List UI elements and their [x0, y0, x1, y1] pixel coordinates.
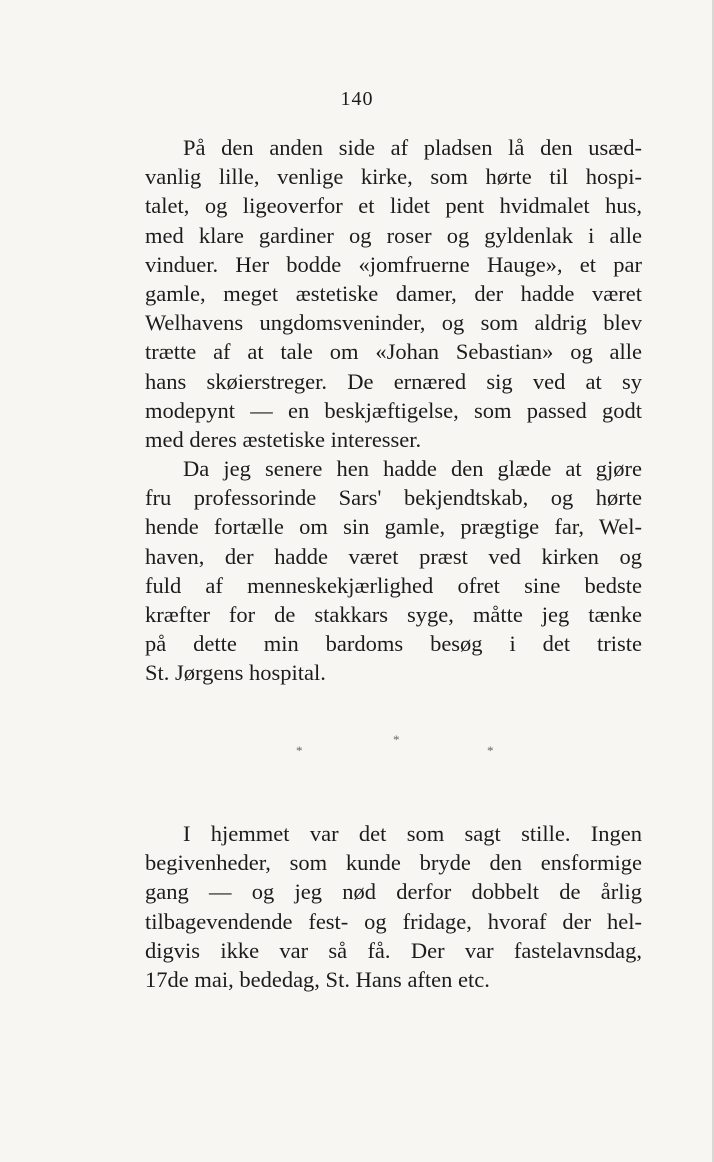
text-line: gamle, meget æstetiske damer, der hadde været [145, 280, 642, 306]
text-line: fuld af menneskekjærlighed ofret sine bedste [145, 572, 642, 598]
text-line: I hjemmet var det som sagt stille. Ingen [183, 821, 642, 846]
text-line: vanlig lille, venlige kirke, som hørte til hospi- [145, 164, 642, 190]
text-line: vinduer. Her bodde «jomfruerne Hauge», et par [145, 251, 642, 277]
text-line: Welhavens ungdomsveninder, og som aldrig blev [145, 310, 642, 336]
text-line: talet, og ligeoverfor et lidet pent hvidmalet hus, [145, 193, 642, 219]
text-line: fru professorinde Sars' bekjendtskab, og hørte [145, 485, 642, 511]
text-line: 17de mai, bededag, St. Hans aften etc. [145, 966, 490, 992]
text-line: trætte af at tale om «Johan Sebastian» og alle [145, 339, 642, 365]
page-number: 140 [340, 88, 374, 110]
text-line: gang — og jeg nød derfor dobbelt de årlig [145, 879, 642, 905]
paragraph-2 [145, 454, 642, 688]
text-line: modepynt — en beskjæftigelse, som passed godt [145, 397, 642, 423]
section-break-asterisk: * [487, 743, 494, 758]
text-line: Da jeg senere hen hadde den glæde at gjøre [183, 456, 642, 482]
section-break-asterisk: * [393, 732, 400, 747]
text-line: På den anden side af pladsen lå den usæd- [183, 135, 642, 160]
text-line: med deres æstetiske interesser. [145, 426, 422, 452]
text-line: tilbagevendende fest- og fridage, hvoraf der hel- [145, 908, 642, 934]
paragraph-1 [145, 133, 642, 454]
text-line: på dette min bardoms besøg i det triste [145, 631, 642, 657]
text-block-lower [145, 819, 642, 994]
text-line: hende fortælle om sin gamle, prægtige far, Wel- [145, 514, 642, 540]
text-line: begivenheder, som kunde bryde den ensformige [145, 850, 642, 876]
section-break-asterisk: * [296, 743, 303, 758]
text-block-upper [145, 133, 642, 688]
text-line: hans skøierstreger. De ernæred sig ved at sy [145, 368, 642, 394]
paragraph-3 [145, 819, 642, 994]
text-line: haven, der hadde været præst ved kirken og [145, 543, 642, 569]
text-line: digvis ikke var så få. Der var fastelavnsdag, [145, 937, 642, 963]
text-line: kræfter for de stakkars syge, måtte jeg tænke [145, 602, 642, 627]
text-line: med klare gardiner og roser og gyldenlak i alle [145, 222, 642, 248]
text-line: St. Jørgens hospital. [145, 660, 326, 686]
